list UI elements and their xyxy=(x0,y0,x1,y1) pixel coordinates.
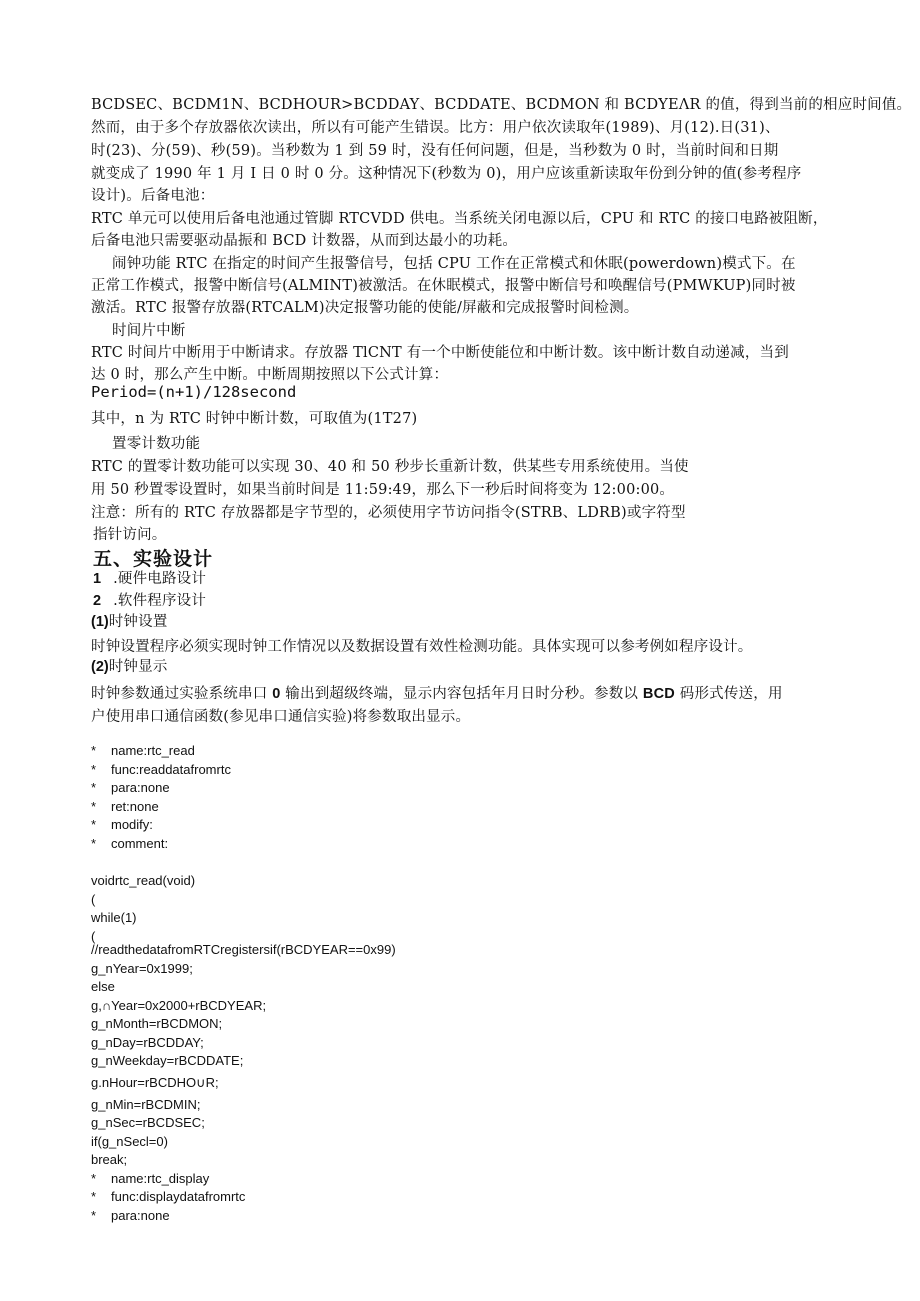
text-run: 码形式传送，用 xyxy=(679,686,783,702)
list-text: .软件程序设计 xyxy=(113,593,207,609)
comment-star: * xyxy=(91,1189,97,1204)
code-line: g_nMonth=rBCDMON; xyxy=(91,1016,223,1031)
code-comment-line xyxy=(91,762,231,777)
paragraph-line: 激活。RTC 报警存放器(RTCALM)决定报警功能的使能/屏蔽和完成报警时间检测。 xyxy=(91,300,639,316)
list-text: .硬件电路设计 xyxy=(113,571,207,587)
subsection-number: (2) xyxy=(91,659,109,675)
comment-star: * xyxy=(91,817,97,832)
paragraph-line: RTC 单元可以使用后备电池通过管脚 RTCVDD 供电。当系统关闭电源以后，CPU 和 RTC 的接口电路被阻断， xyxy=(91,211,828,227)
code-comment-line xyxy=(91,1208,170,1223)
code-comment-line xyxy=(91,799,159,814)
comment-star: * xyxy=(91,1171,97,1186)
subsection-number: (1) xyxy=(91,614,109,630)
paragraph-line: 用 50 秒置零设置时，如果当前时间是 11:59:49，那么下一秒后时间将变为 12:00:00。 xyxy=(91,482,675,498)
text-run-bold: 0 xyxy=(272,686,281,702)
code-line: if(g_nSecl=0) xyxy=(91,1134,168,1149)
subheading: 置零计数功能 xyxy=(112,436,201,452)
code-line: g_nYear=0x1999; xyxy=(91,961,193,976)
code-line: while(1) xyxy=(91,910,137,925)
comment-text: para:none xyxy=(111,1208,170,1223)
comment-text: ret:none xyxy=(111,799,159,814)
paragraph-line: 达 0 时，那么产生中断。中断周期按照以下公式计算： xyxy=(91,367,449,383)
list-item xyxy=(93,589,206,610)
code-line: ( xyxy=(91,929,96,944)
code-line: voidrtc_read(void) xyxy=(91,873,196,888)
comment-star: * xyxy=(91,780,97,795)
code-line: g_nDay=rBCDDAY; xyxy=(91,1035,204,1050)
comment-star: * xyxy=(91,799,97,814)
list-number: 2 xyxy=(93,593,102,609)
paragraph-line: 正常工作模式，报警中断信号(ALMINT)被激活。在休眠模式，报警中断信号和唤醒信号(PMWKUP)同时被 xyxy=(91,278,796,294)
text-run: 时钟参数通过实验系统串口 xyxy=(91,686,268,702)
paragraph-line: RTC 的置零计数功能可以实现 30、40 和 50 秒步长重新计数，供某些专用系统使用。当使 xyxy=(91,459,689,475)
comment-star: * xyxy=(91,762,97,777)
code-line: //readthedatafromRTCregistersif(rBCDYEAR==0x99) xyxy=(91,942,396,957)
comment-text: func:readdatafromrtc xyxy=(111,762,231,777)
code-comment-line xyxy=(91,836,169,851)
comment-text: modify: xyxy=(111,817,153,832)
formula: Period=(n+1)/128second xyxy=(91,383,297,401)
section-title: 五、实验设计 xyxy=(93,548,214,570)
paragraph-line: 设计)。后备电池： xyxy=(91,188,215,204)
comment-star: * xyxy=(91,1208,97,1223)
code-comment-line xyxy=(91,817,153,832)
code-comment-line xyxy=(91,1189,246,1204)
comment-text: para:none xyxy=(111,780,170,795)
subsection-title: 时钟显示 xyxy=(108,659,168,675)
code-line: else xyxy=(91,979,115,994)
comment-text: name:rtc_display xyxy=(111,1171,210,1186)
subsection-title: 时钟设置 xyxy=(108,614,168,630)
comment-text: name:rtc_read xyxy=(111,743,195,758)
comment-text: func:displaydatafromrtc xyxy=(111,1189,246,1204)
paragraph-line: 注意：所有的 RTC 存放器都是字节型的，必须使用字节访问指令(STRB、LDRB)或字符型 xyxy=(91,505,686,521)
subsection-heading xyxy=(91,610,168,631)
code-comment-line xyxy=(91,743,195,758)
paragraph-line: RTC 时间片中断用于中断请求。存放器 TlCNT 有一个中断使能位和中断计数。该中断计数自动递减，当到 xyxy=(91,345,789,361)
comment-text: comment: xyxy=(111,836,169,851)
paragraph-line: 其中，n 为 RTC 时钟中断计数，可取值为(1T27) xyxy=(91,411,418,427)
comment-star: * xyxy=(91,836,97,851)
code-comment-line xyxy=(91,1171,210,1186)
paragraph-line: 然而，由于多个存放器依次读出，所以有可能产生错误。比方：用户依次读取年(1989)、月(12).日(31)、 xyxy=(91,120,780,136)
code-line: g_nSec=rBCDSEC; xyxy=(91,1115,205,1130)
code-line: g_nWeekday=rBCDDATE; xyxy=(91,1053,244,1068)
subheading: 时间片中断 xyxy=(112,323,186,339)
paragraph-line: 时(23)、分(59)、秒(59)。当秒数为 1 到 59 时，没有任何问题，但是，当秒数为 0 时，当前时间和日期 xyxy=(91,143,779,159)
code-line: ( xyxy=(91,892,96,907)
paragraph-line: 户使用串口通信函数(参见串口通信实验)将参数取出显示。 xyxy=(91,709,471,725)
code-line: g,∩Year=0x2000+rBCDYEAR; xyxy=(91,998,267,1013)
list-item xyxy=(93,567,206,588)
paragraph-line: 就变成了 1990 年 1 月 I 日 0 时 0 分。这种情况下(秒数为 0)，用户应该重新读取年份到分钟的值(参考程序 xyxy=(91,166,802,182)
text-run-bold: BCD xyxy=(642,686,675,702)
comment-star: * xyxy=(91,743,97,758)
code-line: g_nMin=rBCDMIN; xyxy=(91,1097,201,1112)
subsection-heading xyxy=(91,655,168,676)
paragraph-line: 闹钟功能 RTC 在指定的时间产生报警信号，包括 CPU 工作在正常模式和休眠(powerdown)模式下。在 xyxy=(112,256,796,272)
text-run: 输出到超级终端，显示内容包括年月日时分秒。参数以 xyxy=(285,686,639,702)
paragraph-line: 指针访问。 xyxy=(93,527,167,543)
paragraph-line xyxy=(91,682,783,703)
paragraph-line: 时钟设置程序必须实现时钟工作情况以及数据设置有效性检测功能。具体实现可以参考例如程序设计。 xyxy=(91,639,753,655)
paragraph-line: 后备电池只需要驱动晶振和 BCD 计数器，从而到达最小的功耗。 xyxy=(91,233,518,249)
code-comment-line xyxy=(91,780,170,795)
paragraph-line: BCDSEC、BCDM1N、BCDHOUR>BCDDAY、BCDDATE、BCDMON 和 BCDYEΛR 的值，得到当前的相应时间值。 xyxy=(91,97,912,113)
list-number: 1 xyxy=(93,571,102,587)
code-line: g.nHour=rBCDHO∪R; xyxy=(91,1075,219,1090)
code-line: break; xyxy=(91,1152,128,1167)
